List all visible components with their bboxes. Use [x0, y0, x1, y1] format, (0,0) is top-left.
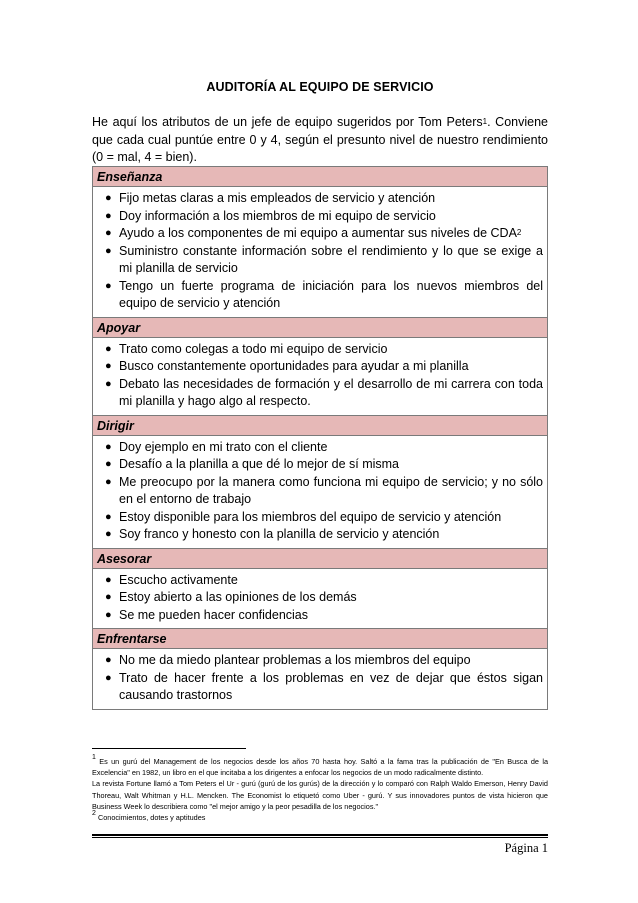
footnote-separator [92, 748, 246, 749]
page-title: AUDITORÍA AL EQUIPO DE SERVICIO [206, 80, 434, 94]
bullet-icon: ● [105, 475, 112, 488]
list-item: ● Se me pueden hacer confidencias [97, 607, 543, 625]
bullet-icon: ● [105, 192, 112, 204]
list-item: ● Fijo metas claras a mis empleados de servicio y atención [97, 190, 543, 208]
list-item: ● Debato las necesidades de formación y el desarrollo de mi carrera con toda mi planilla y hago algo al respecto. [105, 376, 543, 408]
list-item: ● Ayudo a los componentes de mi equipo a aumentar sus niveles de CDA$^2$ [97, 225, 543, 243]
bullet-icon: ● [105, 377, 112, 390]
section-body-asesorar [93, 569, 547, 630]
list-item: ● Estoy disponible para los miembros del equipo de servicio y atención [97, 509, 543, 527]
section-body-enfrentarse [93, 649, 547, 709]
list-item: ● Soy franco y honesto con la planilla de servicio y atención [97, 526, 543, 544]
footer-rule [92, 834, 548, 836]
section-body-apoyar [93, 338, 547, 416]
bullet-icon: ● [105, 573, 112, 586]
section-header-apoyar: Apoyar [93, 318, 547, 338]
section-body-ensenanza [93, 187, 547, 318]
footnote-1: $^1$ Es un gurú del Management de los negocios desde los años 70 hasta hoy. Saltó a la fama tras la publicación de "En Busca de la Excelencia" en 1982, un libro en el que incitaba a los dirigentes a enfocar los negocios de un modo radicalmente distinto. [92, 753, 548, 778]
list-item: ● Desafío a la planilla a que dé lo mejor de sí misma [97, 456, 543, 474]
section-header-asesorar: Asesorar [93, 549, 547, 569]
bullet-icon: ● [105, 608, 112, 621]
list-item: ● Trato de hacer frente a los problemas en vez de dejar que éstos sigan causando trastornos [105, 670, 543, 702]
bullet-icon: ● [105, 528, 112, 540]
bullet-icon: ● [105, 279, 112, 292]
bullet-icon: ● [105, 458, 112, 470]
bullet-icon: ● [105, 360, 112, 372]
section-header-ensenanza: Enseñanza [93, 167, 547, 187]
footer-rule-thin [92, 837, 548, 838]
intro-text: He aquí los atributos de un jefe de equipo sugeridos por Tom Peters [92, 115, 483, 129]
bullet-icon: ● [105, 440, 112, 453]
footnote-ref-2[interactable]: 2 [516, 228, 522, 237]
list-item: ● Doy información a los miembros de mi equipo de servicio [97, 208, 543, 226]
list-item: ● Busco constantemente oportunidades para ayudar a mi planilla [97, 358, 543, 376]
bullet-icon: ● [105, 209, 112, 222]
intro-paragraph [92, 114, 548, 167]
list-item: ● No me da miedo plantear problemas a los miembros del equipo [97, 652, 543, 670]
footnote-1-cont: La revista Fortune llamó a Tom Peters el Ur - gurú (gurú de los gurús) de la dirección y lo comparó con Ralph Waldo Emerson, Henry David Thoreau, Walt Whitman y H.L. Mencken. The Economist lo etiquetó como Uber - gurú. Y sus innovadores puntos de vista hicieron que Business Week lo describiera como "el mejor amigo y la peor pesadilla de los negocios." [92, 779, 548, 811]
bullet-icon: ● [105, 591, 112, 603]
bullet-icon: ● [105, 654, 112, 666]
footnote-mark-1: 1 [92, 753, 96, 761]
list-item: ● Me preocupo por la manera como funciona mi equipo de servicio; y no sólo en el entorno de trabajo [105, 474, 543, 506]
footnotes [92, 753, 548, 823]
footnote-mark-2: 2 [92, 809, 96, 817]
footnote-ref-1[interactable]: 1 [482, 117, 488, 126]
section-body-dirigir [93, 436, 547, 549]
intro-text-cont: . Conviene que cada cual puntúe entre 0 y 4, según el presunto nivel de nuestro rendimiento (0 = mal, 4 = bien). [92, 115, 548, 164]
audit-table [92, 166, 548, 710]
section-header-enfrentarse: Enfrentarse [93, 629, 547, 649]
page-number: Página 1 [504, 841, 548, 855]
bullet-icon: ● [105, 671, 112, 684]
bullet-icon: ● [105, 342, 112, 355]
list-item: ● Tengo un fuerte programa de iniciación para los nuevos miembros del equipo de servicio y atención [105, 278, 543, 310]
list-item: ● Trato como colegas a todo mi equipo de servicio [97, 341, 543, 359]
bullet-icon: ● [105, 510, 112, 523]
bullet-icon: ● [105, 244, 112, 257]
list-item: ● Suministro constante información sobre el rendimiento y lo que se exige a mi planilla de servicio [105, 243, 543, 275]
list-item: ● Estoy abierto a las opiniones de los demás [97, 589, 543, 607]
footnote-2: $^2$ Conocimientos, dotes y aptitudes [92, 809, 206, 823]
bullet-icon: ● [105, 227, 112, 239]
list-item: ● Doy ejemplo en mi trato con el cliente [97, 439, 543, 457]
list-item: ● Escucho activamente [97, 572, 543, 590]
section-header-dirigir: Dirigir [93, 416, 547, 436]
